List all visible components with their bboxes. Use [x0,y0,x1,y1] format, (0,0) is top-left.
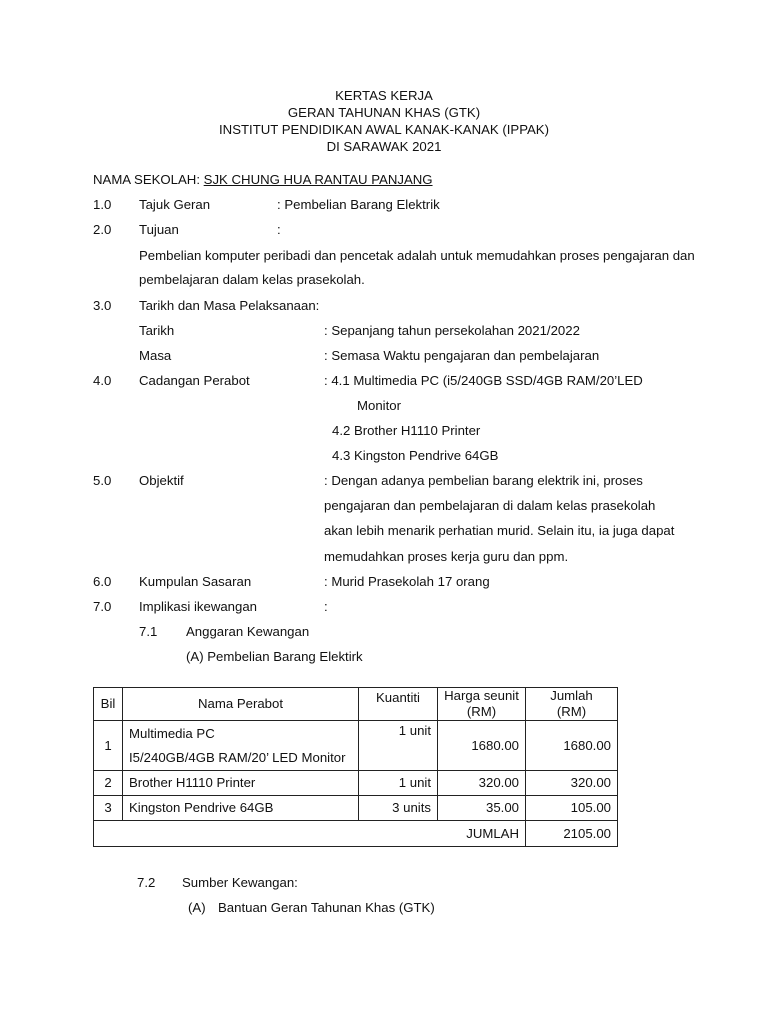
doc-title-line-1: KERTAS KERJA [335,88,433,103]
section-2-text-line-1: Pembelian komputer peribadi dan pencetak adalah untuk memudahkan proses pengajaran dan [139,248,695,263]
section-6-number: 6.0 [93,574,112,589]
header-harga-seunit: Harga seunit (RM) [438,688,526,721]
section-4-label: Cadangan Perabot [139,373,250,388]
header-nama-perabot: Nama Perabot [123,688,359,721]
budget-table [93,687,618,847]
total-label: JUMLAH [94,821,526,847]
row-nama-perabot: Kingston Pendrive 64GB [123,796,359,821]
doc-title-line-3: INSTITUT PENDIDIKAN AWAL KANAK-KANAK (IPPAK) [219,122,549,137]
row-nama-perabot: Multimedia PC I5/240GB/4GB RAM/20’ LED Monitor [123,721,359,771]
doc-title-line-4: DI SARAWAK 2021 [326,139,442,154]
section-2-label: Tujuan [139,222,179,237]
section-6-value: : Murid Prasekolah 17 orang [324,574,490,589]
row-kuantiti: 3 units [359,796,438,821]
equipment-item-1-cont: Monitor [357,398,401,413]
row-harga: 1680.00 [438,721,526,771]
table-total-row [94,821,618,847]
subsection-7-1-a: (A) Pembelian Barang Elektirk [186,649,363,664]
section-6-label: Kumpulan Sasaran [139,574,252,589]
section-5-number: 5.0 [93,473,112,488]
masa-label: Masa [139,348,172,363]
subsection-7-2-number: 7.2 [137,875,156,890]
section-2-colon: : [277,222,281,237]
objective-line-3: akan lebih menarik perhatian murid. Selain itu, ia juga dapat [324,523,675,538]
row-jumlah: 320.00 [526,771,618,796]
section-2-text-line-2: pembelajaran dalam kelas prasekolah. [139,272,365,287]
section-7-label: Implikasi ikewangan [139,599,258,614]
table-row [94,771,618,796]
school-label: NAMA SEKOLAH: [93,172,200,187]
school-name-row [93,172,433,188]
section-1-value: : Pembelian Barang Elektrik [277,197,440,212]
row-harga: 35.00 [438,796,526,821]
masa-value: : Semasa Waktu pengajaran dan pembelajaran [324,348,600,363]
row-nama-perabot: Brother H1110 Printer [123,771,359,796]
row-kuantiti: 1 unit [359,771,438,796]
section-3-label: Tarikh dan Masa Pelaksanaan: [139,298,320,313]
objective-line-2: pengajaran dan pembelajaran di dalam kelas prasekolah [324,498,656,513]
objective-line-4: memudahkan proses kerja guru dan ppm. [324,549,569,564]
tarikh-value: : Sepanjang tahun persekolahan 2021/2022 [324,323,580,338]
header-jumlah: Jumlah (RM) [526,688,618,721]
tarikh-label: Tarikh [139,323,175,338]
school-name: SJK CHUNG HUA RANTAU PANJANG [203,172,433,187]
objective-line-1: : Dengan adanya pembelian barang elektrik ini, proses [324,473,643,488]
row-bil: 2 [94,771,123,796]
equipment-item-1: : 4.1 Multimedia PC (i5/240GB SSD/4GB RAM/20’LED [324,373,643,388]
equipment-item-2: 4.2 Brother H1110 Printer [332,423,481,438]
table-row [94,796,618,821]
row-harga: 320.00 [438,771,526,796]
section-2-number: 2.0 [93,222,112,237]
section-3-number: 3.0 [93,298,112,313]
row-kuantiti: 1 unit [359,721,438,771]
section-1-number: 1.0 [93,197,112,212]
header-bil: Bil [94,688,123,721]
header-kuantiti: Kuantiti [359,688,438,721]
row-bil: 3 [94,796,123,821]
doc-title-line-2: GERAN TAHUNAN KHAS (GTK) [287,105,481,120]
section-1-label: Tajuk Geran [139,197,211,212]
subsection-7-2-label: Sumber Kewangan: [182,875,298,890]
subsection-7-1-label: Anggaran Kewangan [186,624,310,639]
row-jumlah: 105.00 [526,796,618,821]
total-value: 2105.00 [526,821,618,847]
subsection-7-2-a-number: (A) [188,900,206,915]
row-jumlah: 1680.00 [526,721,618,771]
section-4-number: 4.0 [93,373,112,388]
subsection-7-2-a-label: Bantuan Geran Tahunan Khas (GTK) [218,900,435,915]
table-row [94,721,618,771]
section-7-number: 7.0 [93,599,112,614]
row-bil: 1 [94,721,123,771]
table-header-row [94,688,618,721]
subsection-7-1-number: 7.1 [139,624,158,639]
section-7-colon: : [324,599,328,614]
section-5-label: Objektif [139,473,184,488]
equipment-item-3: 4.3 Kingston Pendrive 64GB [332,448,499,463]
